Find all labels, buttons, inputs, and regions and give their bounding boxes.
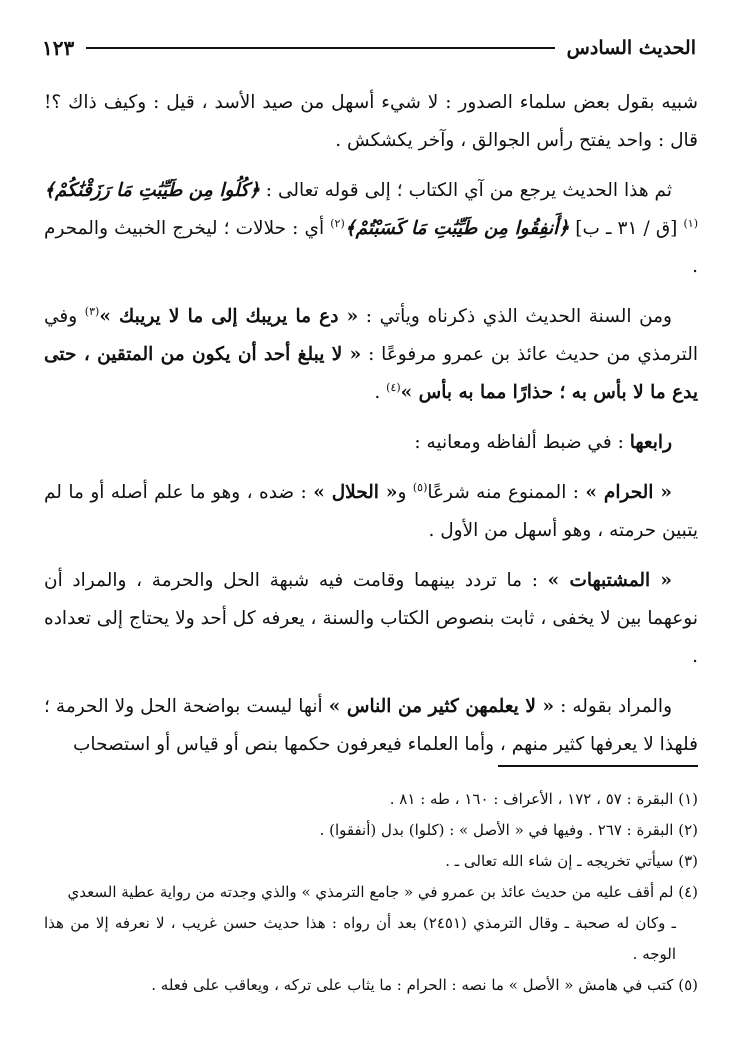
paragraph-text: وفي الترمذي من حديث عائذ بن عمرو مرفوعًا : bbox=[44, 306, 698, 365]
paragraph-text: شبيه بقول بعض سلماء الصدور : لا شيء أسهل من صيد الأسد ، قيل : وكيف ذاك ؟! قال : واحد يفتح رأس الجوالق ، وآخر يكشكش . bbox=[44, 92, 698, 151]
paragraph-3 bbox=[44, 298, 698, 412]
footnote-separator bbox=[498, 765, 698, 767]
paragraph-1 bbox=[44, 84, 698, 160]
term-halal: « الحلال » bbox=[313, 482, 398, 503]
page-number: ١٢٣ bbox=[42, 36, 75, 60]
paragraph-text: و bbox=[397, 482, 413, 503]
paragraph-2 bbox=[44, 172, 698, 286]
footnote-ref[interactable]: (٣) bbox=[84, 304, 100, 318]
paragraph-text: : الممنوع منه شرعًا bbox=[427, 482, 586, 503]
paragraph-4 bbox=[44, 424, 698, 462]
paragraph-text: أنها ليست بواضحة الحل ولا الحرمة ؛ فلهذا لا يعرفها كثير منهم ، وأما العلماء فيعرفون حكمها بنص أو قياس أو استصحاب bbox=[44, 696, 698, 755]
footnote-4-continued: ـ وكان له صحبة ـ وقال الترمذي (٢٤٥١) بعد أن رواه : هذا حديث حسن غريب ، لا نعرفه إلا من هذا الوجه . bbox=[44, 914, 676, 963]
quran-quote: ﴿أَنفِقُوا مِن طَيِّبَٰتِ مَا كَسَبْتُمْ﴾ bbox=[344, 218, 570, 239]
footnote-3: (٣) سيأتي تخريجه ـ إن شاء الله تعالى ـ . bbox=[445, 852, 698, 870]
paragraph-5 bbox=[44, 474, 698, 550]
paragraph-text: : ما تردد بينهما وقامت فيه شبهة الحل والحرمة ، والمراد أن نوعهما بين لا يخفى ، ثابت بنصوص الكتاب والسنة ، يعرفه كل أحد ولا يحتاج إلى تعداده . bbox=[44, 570, 698, 667]
paragraph-text: . bbox=[374, 382, 387, 403]
footnote-ref[interactable]: (٢) bbox=[330, 216, 345, 230]
paragraph-text: : ضده ، وهو ما علم أصله أو ما لم يتبين حرمته ، وهو أسهل من الأول . bbox=[44, 482, 698, 541]
running-header bbox=[42, 30, 696, 66]
paragraph-text: أي : حلالات ؛ ليخرج الخبيث والمحرم . bbox=[44, 218, 698, 277]
paragraph-7 bbox=[44, 688, 698, 764]
footnote-4: (٤) لم أقف عليه من حديث عائذ بن عمرو في « جامع الترمذي » والذي وجدته من رواية عطية السعدي bbox=[67, 883, 698, 901]
footnote-ref[interactable]: (٤) bbox=[386, 380, 401, 394]
paragraph-text: ومن السنة الحديث الذي ذكرناه ويأتي : bbox=[358, 306, 672, 327]
quran-quote: ﴿كُلُوا مِن طَيِّبَٰتِ مَا رَزَقْنَٰكُمْ﴾ bbox=[44, 180, 260, 201]
footnote-1: (١) البقرة : ٥٧ ، ١٧٢ ، الأعراف : ١٦٠ ، طه : ٨١ . bbox=[389, 790, 698, 808]
header-rule bbox=[86, 47, 554, 49]
section-heading: رابعها bbox=[629, 432, 672, 453]
footnotes bbox=[44, 784, 698, 1001]
chapter-title: الحديث السادس bbox=[566, 37, 696, 59]
footnote-5: (٥) كتب في هامش « الأصل » ما نصه : الحرام : ما يثاب على تركه ، ويعاقب على فعله . bbox=[151, 976, 698, 994]
paragraph-6 bbox=[44, 562, 698, 676]
hadith-quote: « لا يبلغ أحد أن يكون من المتقين ، حتى يدع ما لا بأس به ؛ حذارًا مما به بأس » bbox=[44, 344, 698, 403]
footnote-2: (٢) البقرة : ٢٦٧ . وفيها في « الأصل » : (كلوا) بدل (أنفقوا) . bbox=[319, 821, 698, 839]
main-text bbox=[44, 84, 698, 776]
term-mushtabihat: « المشتبهات » bbox=[547, 570, 672, 591]
paragraph-text: ثم هذا الحديث يرجع من آي الكتاب ؛ إلى قوله تعالى : bbox=[259, 180, 672, 201]
footnote-ref[interactable]: (٥) bbox=[412, 480, 428, 494]
hadith-quote: « دع ما يريبك إلى ما لا يريبك » bbox=[99, 306, 359, 327]
term-haram: « الحرام » bbox=[585, 482, 672, 503]
footnote-ref[interactable]: (١) bbox=[683, 216, 699, 230]
manuscript-ref: [ق / ٣١ ـ ب] bbox=[569, 218, 684, 239]
paragraph-text: والمراد بقوله : bbox=[554, 696, 672, 717]
hadith-quote: « لا يعلمهن كثير من الناس » bbox=[328, 696, 555, 717]
paragraph-text: : في ضبط ألفاظه ومعانيه : bbox=[414, 432, 630, 453]
